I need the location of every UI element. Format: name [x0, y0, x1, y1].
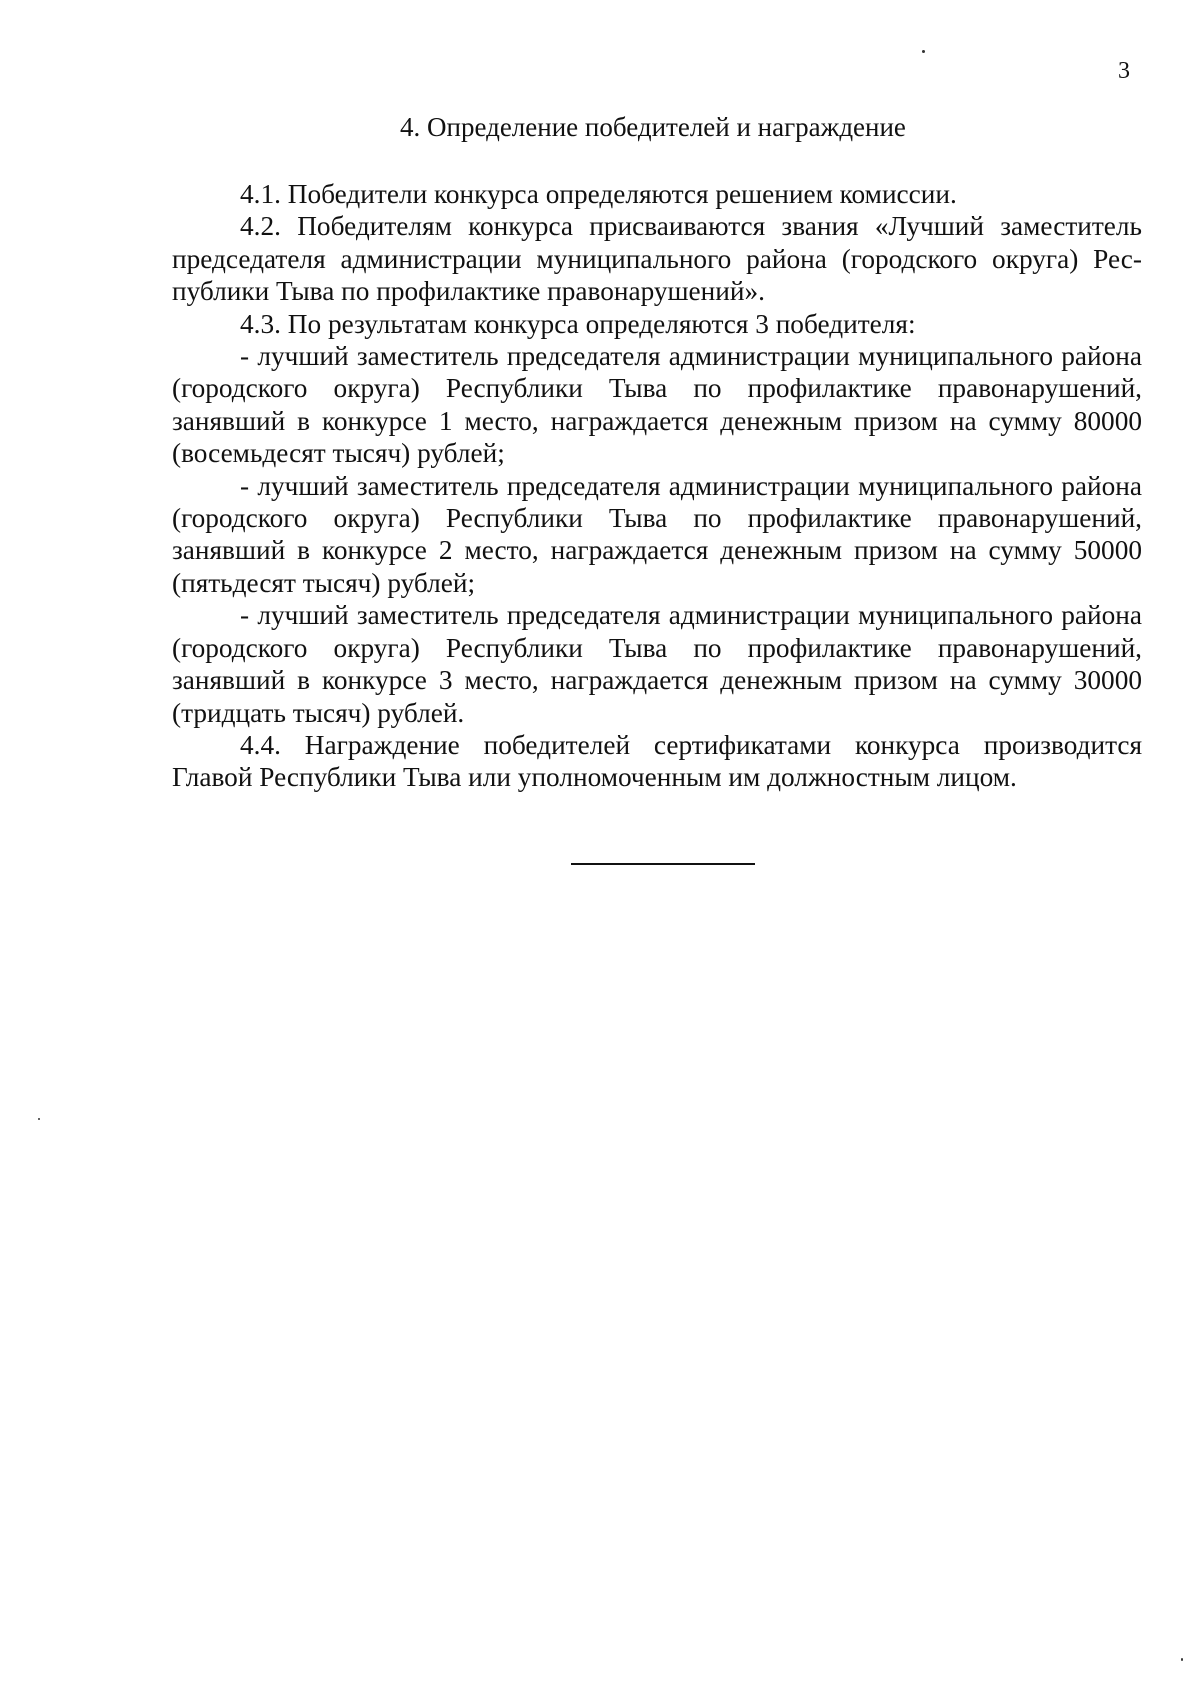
- list-item-second-place: - лучший заместитель председателя администрации муниципального района (городского округа) Республики Тыва по профилактике правонарушений, занявший в конкурсе 2 место, награждается денежным призом на сумму 50000 (пятьдесят тысяч) рублей;: [172, 470, 1142, 598]
- paragraph-4-4: 4.4. Награждение победителей сертификатами конкурса производится Главой Республики Тыва или уполномоченным им должностным лицом.: [172, 729, 1142, 793]
- paragraph-4-3: 4.3. По результатам конкурса определяются 3 победителя:: [240, 308, 916, 339]
- section-title: 4. Определение победителей и награждение: [400, 112, 906, 142]
- paragraph-4-2: 4.2. Победителям конкурса присваиваются звания «Лучший заместитель председателя администрации муниципального района (городского округа) Республики Тыва по профилактике правонарушений».: [172, 211, 1142, 307]
- page-number: 3: [1118, 58, 1130, 84]
- end-of-document-rule: [571, 863, 755, 865]
- section-body: [172, 178, 1142, 794]
- scan-speck: [38, 1118, 40, 1120]
- scan-speck: [1181, 1658, 1183, 1661]
- list-item-third-place: - лучший заместитель председателя администрации муниципального района (городского округа) Республики Тыва по профилактике правонарушений, занявший в конкурсе 3 место, награждается денежным призом на сумму 30000 (тридцать тысяч) рублей.: [172, 600, 1142, 728]
- paragraph-4-1: 4.1. Победители конкурса определяются решением комиссии.: [240, 179, 957, 209]
- scan-speck: [922, 50, 925, 53]
- list-item-first-place: - лучший заместитель председателя администрации муниципального района (городского округа) Республики Тыва по профилактике правонарушений, занявший в конкурсе 1 место, награждается денежным призом на сумму 80000 (восемьдесят тысяч) рублей;: [172, 341, 1142, 469]
